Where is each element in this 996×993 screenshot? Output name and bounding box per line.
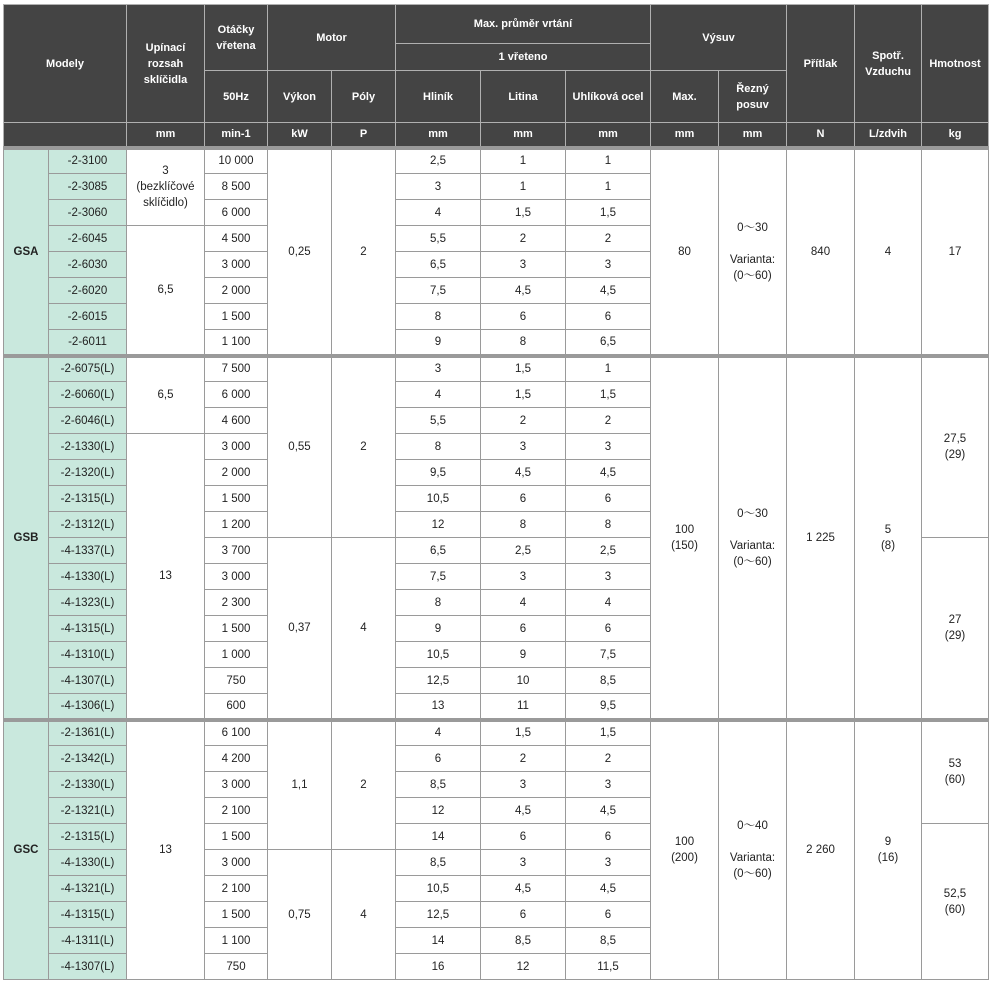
motor-poles-cell: 2 <box>332 720 396 850</box>
model-cell: -4-1323(L) <box>49 590 127 616</box>
carbon-steel-cell: 1,5 <box>566 720 651 746</box>
cut-feed-cell: 0〜40 Varianta: (0〜60) <box>719 720 787 980</box>
series-cell: GSA <box>4 148 49 356</box>
cast-iron-cell: 4,5 <box>481 460 566 486</box>
carbon-steel-cell: 4,5 <box>566 798 651 824</box>
model-cell: -4-1311(L) <box>49 928 127 954</box>
model-cell: -2-1321(L) <box>49 798 127 824</box>
aluminium-cell: 10,5 <box>396 486 481 512</box>
aluminium-cell: 12 <box>396 798 481 824</box>
table-row <box>4 720 989 746</box>
aluminium-cell: 3 <box>396 356 481 382</box>
carbon-steel-cell: 6 <box>566 616 651 642</box>
carbon-steel-cell: 2,5 <box>566 538 651 564</box>
model-cell: -4-1307(L) <box>49 954 127 980</box>
aluminium-cell: 4 <box>396 720 481 746</box>
cast-iron-cell: 6 <box>481 486 566 512</box>
speed-cell: 2 000 <box>205 460 268 486</box>
speed-cell: 4 200 <box>205 746 268 772</box>
header-thrust: Přítlak <box>787 5 855 123</box>
motor-power-cell: 1,1 <box>268 720 332 850</box>
cast-iron-cell: 3 <box>481 434 566 460</box>
cast-iron-cell: 2 <box>481 746 566 772</box>
model-cell: -2-6015 <box>49 304 127 330</box>
series-group-gsb <box>4 356 989 720</box>
aluminium-cell: 8,5 <box>396 850 481 876</box>
aluminium-cell: 9,5 <box>396 460 481 486</box>
aluminium-cell: 8 <box>396 434 481 460</box>
air-cell: 9 (16) <box>855 720 922 980</box>
carbon-steel-cell: 8 <box>566 512 651 538</box>
carbon-steel-cell: 1,5 <box>566 200 651 226</box>
speed-cell: 1 200 <box>205 512 268 538</box>
weight-cell: 52,5 (60) <box>922 824 989 980</box>
carbon-steel-cell: 9,5 <box>566 694 651 720</box>
aluminium-cell: 3 <box>396 174 481 200</box>
speed-cell: 1 500 <box>205 902 268 928</box>
model-cell: -2-1320(L) <box>49 460 127 486</box>
model-cell: -2-6046(L) <box>49 408 127 434</box>
header-one-spindle: 1 vřeteno <box>396 44 651 71</box>
aluminium-cell: 6 <box>396 746 481 772</box>
aluminium-cell: 9 <box>396 616 481 642</box>
cast-iron-cell: 4 <box>481 590 566 616</box>
model-cell: -2-1361(L) <box>49 720 127 746</box>
cast-iron-cell: 6 <box>481 304 566 330</box>
unit-power: kW <box>268 123 332 148</box>
model-cell: -2-6030 <box>49 252 127 278</box>
aluminium-cell: 14 <box>396 928 481 954</box>
stroke-max-cell: 80 <box>651 148 719 356</box>
unit-stroke-max: mm <box>651 123 719 148</box>
unit-cast-iron: mm <box>481 123 566 148</box>
carbon-steel-cell: 3 <box>566 772 651 798</box>
cut-feed-cell: 0〜30 Varianta: (0〜60) <box>719 356 787 720</box>
cast-iron-cell: 4,5 <box>481 876 566 902</box>
cast-iron-cell: 4,5 <box>481 798 566 824</box>
cast-iron-cell: 2 <box>481 226 566 252</box>
model-cell: -2-6075(L) <box>49 356 127 382</box>
model-cell: -2-6020 <box>49 278 127 304</box>
cast-iron-cell: 1 <box>481 174 566 200</box>
header-stroke: Výsuv <box>651 5 787 71</box>
motor-poles-cell: 2 <box>332 148 396 356</box>
aluminium-cell: 8 <box>396 304 481 330</box>
aluminium-cell: 7,5 <box>396 564 481 590</box>
motor-poles-cell: 2 <box>332 356 396 538</box>
aluminium-cell: 8,5 <box>396 772 481 798</box>
aluminium-cell: 4 <box>396 382 481 408</box>
aluminium-cell: 10,5 <box>396 876 481 902</box>
carbon-steel-cell: 3 <box>566 252 651 278</box>
speed-cell: 1 100 <box>205 928 268 954</box>
cast-iron-cell: 11 <box>481 694 566 720</box>
motor-power-cell: 0,55 <box>268 356 332 538</box>
header-cut-feed: Řezný posuv <box>719 71 787 123</box>
cast-iron-cell: 3 <box>481 564 566 590</box>
cast-iron-cell: 8,5 <box>481 928 566 954</box>
model-cell: -4-1330(L) <box>49 850 127 876</box>
chuck-range-cell: 6,5 <box>127 226 205 356</box>
speed-cell: 1 500 <box>205 304 268 330</box>
model-cell: -4-1337(L) <box>49 538 127 564</box>
speed-cell: 1 500 <box>205 486 268 512</box>
carbon-steel-cell: 3 <box>566 564 651 590</box>
header-chuck-range: Upínací rozsah sklíčidla <box>127 5 205 123</box>
aluminium-cell: 5,5 <box>396 226 481 252</box>
carbon-steel-cell: 4,5 <box>566 460 651 486</box>
unit-aluminium: mm <box>396 123 481 148</box>
weight-cell: 17 <box>922 148 989 356</box>
carbon-steel-cell: 7,5 <box>566 642 651 668</box>
series-cell: GSB <box>4 356 49 720</box>
cast-iron-cell: 6 <box>481 824 566 850</box>
cast-iron-cell: 9 <box>481 642 566 668</box>
carbon-steel-cell: 4 <box>566 590 651 616</box>
speed-cell: 1 100 <box>205 330 268 356</box>
carbon-steel-cell: 2 <box>566 746 651 772</box>
unit-thrust: N <box>787 123 855 148</box>
cast-iron-cell: 1 <box>481 148 566 174</box>
unit-carbon-steel: mm <box>566 123 651 148</box>
carbon-steel-cell: 6 <box>566 486 651 512</box>
header-aluminium: Hliník <box>396 71 481 123</box>
table-row <box>4 356 989 382</box>
unit-air: L/zdvih <box>855 123 922 148</box>
series-group-gsc <box>4 720 989 980</box>
header-cast-iron: Litina <box>481 71 566 123</box>
model-cell: -2-1315(L) <box>49 824 127 850</box>
speed-cell: 6 000 <box>205 382 268 408</box>
weight-cell: 27 (29) <box>922 538 989 720</box>
carbon-steel-cell: 3 <box>566 850 651 876</box>
aluminium-cell: 4 <box>396 200 481 226</box>
cast-iron-cell: 8 <box>481 330 566 356</box>
aluminium-cell: 7,5 <box>396 278 481 304</box>
header-weight: Hmotnost <box>922 5 989 123</box>
model-cell: -4-1315(L) <box>49 616 127 642</box>
unit-weight: kg <box>922 123 989 148</box>
header-poles: Póly <box>332 71 396 123</box>
speed-cell: 4 600 <box>205 408 268 434</box>
thrust-cell: 2 260 <box>787 720 855 980</box>
cast-iron-cell: 4,5 <box>481 278 566 304</box>
model-cell: -4-1307(L) <box>49 668 127 694</box>
aluminium-cell: 10,5 <box>396 642 481 668</box>
motor-poles-cell: 4 <box>332 850 396 980</box>
speed-cell: 2 100 <box>205 876 268 902</box>
carbon-steel-cell: 3 <box>566 434 651 460</box>
aluminium-cell: 12,5 <box>396 668 481 694</box>
stroke-max-cell: 100 (150) <box>651 356 719 720</box>
header-models: Modely <box>4 5 127 123</box>
cast-iron-cell: 3 <box>481 850 566 876</box>
header-max-drill: Max. průměr vrtání <box>396 5 651 44</box>
model-cell: -2-1315(L) <box>49 486 127 512</box>
unit-chuck: mm <box>127 123 205 148</box>
stroke-max-cell: 100 (200) <box>651 720 719 980</box>
carbon-steel-cell: 1 <box>566 148 651 174</box>
speed-cell: 1 500 <box>205 616 268 642</box>
carbon-steel-cell: 1,5 <box>566 382 651 408</box>
speed-cell: 10 000 <box>205 148 268 174</box>
cast-iron-cell: 2 <box>481 408 566 434</box>
header-stroke-max: Max. <box>651 71 719 123</box>
carbon-steel-cell: 4,5 <box>566 876 651 902</box>
aluminium-cell: 5,5 <box>396 408 481 434</box>
aluminium-cell: 14 <box>396 824 481 850</box>
speed-cell: 3 000 <box>205 564 268 590</box>
speed-cell: 3 000 <box>205 772 268 798</box>
aluminium-cell: 16 <box>396 954 481 980</box>
carbon-steel-cell: 4,5 <box>566 278 651 304</box>
model-cell: -4-1330(L) <box>49 564 127 590</box>
chuck-range-cell: 3 (bezklíčové sklíčidlo) <box>127 148 205 226</box>
speed-cell: 750 <box>205 954 268 980</box>
air-cell: 4 <box>855 148 922 356</box>
carbon-steel-cell: 1 <box>566 356 651 382</box>
header-air: Spotř. Vzduchu <box>855 5 922 123</box>
aluminium-cell: 12 <box>396 512 481 538</box>
cast-iron-cell: 2,5 <box>481 538 566 564</box>
cast-iron-cell: 1,5 <box>481 720 566 746</box>
aluminium-cell: 2,5 <box>396 148 481 174</box>
speed-cell: 8 500 <box>205 174 268 200</box>
aluminium-cell: 6,5 <box>396 252 481 278</box>
cast-iron-cell: 6 <box>481 616 566 642</box>
model-cell: -2-1342(L) <box>49 746 127 772</box>
speed-cell: 600 <box>205 694 268 720</box>
unit-poles: P <box>332 123 396 148</box>
carbon-steel-cell: 2 <box>566 408 651 434</box>
unit-cut-feed: mm <box>719 123 787 148</box>
speed-cell: 2 300 <box>205 590 268 616</box>
cast-iron-cell: 1,5 <box>481 382 566 408</box>
model-cell: -2-6060(L) <box>49 382 127 408</box>
speed-cell: 6 100 <box>205 720 268 746</box>
motor-power-cell: 0,75 <box>268 850 332 980</box>
chuck-range-cell: 6,5 <box>127 356 205 434</box>
motor-poles-cell: 4 <box>332 538 396 720</box>
model-cell: -2-6011 <box>49 330 127 356</box>
speed-cell: 2 100 <box>205 798 268 824</box>
cut-feed-cell: 0〜30 Varianta: (0〜60) <box>719 148 787 356</box>
header-hz: 50Hz <box>205 71 268 123</box>
thrust-cell: 840 <box>787 148 855 356</box>
cast-iron-cell: 3 <box>481 772 566 798</box>
carbon-steel-cell: 11,5 <box>566 954 651 980</box>
model-cell: -2-1330(L) <box>49 772 127 798</box>
speed-cell: 3 000 <box>205 850 268 876</box>
speed-cell: 7 500 <box>205 356 268 382</box>
carbon-steel-cell: 6 <box>566 304 651 330</box>
model-cell: -4-1306(L) <box>49 694 127 720</box>
carbon-steel-cell: 6,5 <box>566 330 651 356</box>
model-cell: -2-3100 <box>49 148 127 174</box>
carbon-steel-cell: 8,5 <box>566 668 651 694</box>
model-cell: -2-3060 <box>49 200 127 226</box>
speed-cell: 6 000 <box>205 200 268 226</box>
chuck-range-cell: 13 <box>127 434 205 720</box>
header-spindle-speed: Otáčky vřetena <box>205 5 268 71</box>
model-cell: -2-3085 <box>49 174 127 200</box>
aluminium-cell: 6,5 <box>396 538 481 564</box>
cast-iron-cell: 3 <box>481 252 566 278</box>
header-carbon-steel: Uhlíková ocel <box>566 71 651 123</box>
aluminium-cell: 12,5 <box>396 902 481 928</box>
model-cell: -2-1330(L) <box>49 434 127 460</box>
cast-iron-cell: 1,5 <box>481 200 566 226</box>
air-cell: 5 (8) <box>855 356 922 720</box>
motor-power-cell: 0,25 <box>268 148 332 356</box>
cast-iron-cell: 1,5 <box>481 356 566 382</box>
model-cell: -4-1321(L) <box>49 876 127 902</box>
speed-cell: 1 500 <box>205 824 268 850</box>
chuck-range-cell: 13 <box>127 720 205 980</box>
carbon-steel-cell: 8,5 <box>566 928 651 954</box>
aluminium-cell: 9 <box>396 330 481 356</box>
header-power: Výkon <box>268 71 332 123</box>
series-group-gsa <box>4 148 989 356</box>
carbon-steel-cell: 2 <box>566 226 651 252</box>
series-cell: GSC <box>4 720 49 980</box>
model-cell: -2-1312(L) <box>49 512 127 538</box>
model-cell: -2-6045 <box>49 226 127 252</box>
speed-cell: 4 500 <box>205 226 268 252</box>
model-cell: -4-1315(L) <box>49 902 127 928</box>
carbon-steel-cell: 1 <box>566 174 651 200</box>
header-motor: Motor <box>268 5 396 71</box>
carbon-steel-cell: 6 <box>566 902 651 928</box>
weight-cell: 27,5 (29) <box>922 356 989 538</box>
thrust-cell: 1 225 <box>787 356 855 720</box>
weight-cell: 53 (60) <box>922 720 989 824</box>
aluminium-cell: 8 <box>396 590 481 616</box>
cast-iron-cell: 12 <box>481 954 566 980</box>
unit-speed: min-1 <box>205 123 268 148</box>
cast-iron-cell: 6 <box>481 902 566 928</box>
speed-cell: 2 000 <box>205 278 268 304</box>
spec-table <box>3 4 989 980</box>
speed-cell: 3 000 <box>205 252 268 278</box>
speed-cell: 1 000 <box>205 642 268 668</box>
speed-cell: 750 <box>205 668 268 694</box>
cast-iron-cell: 10 <box>481 668 566 694</box>
carbon-steel-cell: 6 <box>566 824 651 850</box>
model-cell: -4-1310(L) <box>49 642 127 668</box>
cast-iron-cell: 8 <box>481 512 566 538</box>
motor-power-cell: 0,37 <box>268 538 332 720</box>
aluminium-cell: 13 <box>396 694 481 720</box>
speed-cell: 3 700 <box>205 538 268 564</box>
speed-cell: 3 000 <box>205 434 268 460</box>
table-row <box>4 148 989 174</box>
